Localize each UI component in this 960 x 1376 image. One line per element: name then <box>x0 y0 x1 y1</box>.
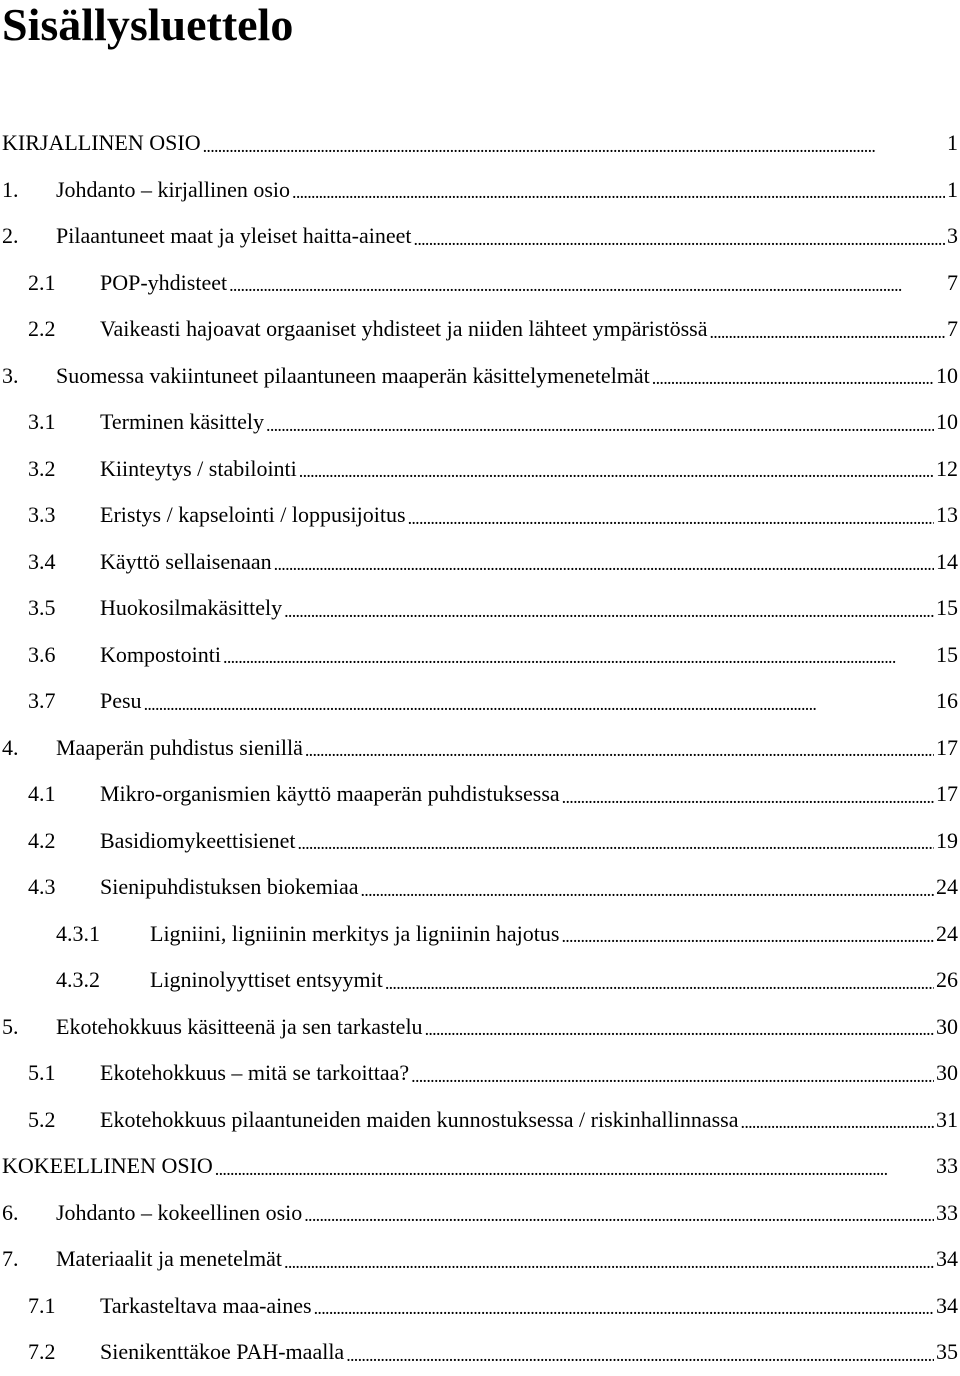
dot-leader <box>305 737 934 763</box>
toc-entry-page: 3 <box>947 223 958 249</box>
toc-entry-label: Suomessa vakiintuneet pilaantuneen maaperän käsittelymenetelmät <box>56 362 650 388</box>
toc-entry-number: 3.6 <box>28 641 56 667</box>
toc-entry-label: Ligniini, ligniinin merkitys ja ligniinin hajotus <box>150 920 560 946</box>
toc-entry-number: 4.1 <box>28 781 56 807</box>
toc-entry-page: 1 <box>947 130 958 156</box>
toc-entry-number: 3.3 <box>28 502 56 528</box>
toc-entry-number: 7. <box>2 1246 19 1272</box>
page-title: Sisällysluettelo <box>2 0 294 50</box>
toc-entry-page: 35 <box>936 1339 958 1365</box>
toc-entry-page: 24 <box>936 874 958 900</box>
toc-entry[interactable] <box>0 1329 960 1376</box>
toc-entry[interactable] <box>0 1097 960 1144</box>
toc-entry-label: Sienipuhdistuksen biokemiaa <box>100 874 359 900</box>
toc-entry-page: 15 <box>936 641 958 667</box>
toc-entry-page: 24 <box>936 920 958 946</box>
toc-entry-number: 4.3.1 <box>56 920 100 946</box>
toc-entry[interactable] <box>0 306 960 353</box>
toc-entry-label: KOKEELLINEN OSIO <box>2 1153 213 1179</box>
toc-entry-number: 3. <box>2 362 19 388</box>
toc-entry-page: 33 <box>936 1199 958 1225</box>
toc-entry-number: 1. <box>2 176 19 202</box>
toc-entry-number: 5.1 <box>28 1060 56 1086</box>
toc-entry-page: 26 <box>936 967 958 993</box>
toc-entry-label: Terminen käsittely <box>100 409 265 435</box>
toc-entry-label: Kompostointi <box>100 641 222 667</box>
toc-entry-number: 2.2 <box>28 316 56 342</box>
toc-entry[interactable] <box>0 1236 960 1283</box>
toc-entry-label: Basidiomykeettisienet <box>100 827 296 853</box>
toc-entry-page: 12 <box>936 455 958 481</box>
dot-leader <box>411 1063 934 1089</box>
table-of-contents <box>0 120 960 1376</box>
toc-entry-label: Vaikeasti hajoavat orgaaniset yhdisteet ja niiden lähteet ympäristössä <box>100 316 708 342</box>
toc-entry[interactable] <box>0 864 960 911</box>
toc-entry-label: Johdanto – kokeellinen osio <box>56 1199 303 1225</box>
toc-entry[interactable] <box>0 1190 960 1237</box>
toc-entry-label: Ligninolyyttiset entsyymit <box>150 967 383 993</box>
dot-leader <box>408 505 934 531</box>
toc-entry-label: Tarkasteltava maa-aines <box>100 1292 312 1318</box>
toc-entry-page: 19 <box>936 827 958 853</box>
dot-leader <box>266 412 934 438</box>
toc-entry-label: Maaperän puhdistus sienillä <box>56 734 303 760</box>
toc-entry-page: 31 <box>936 1106 958 1132</box>
toc-entry-page: 14 <box>936 548 958 574</box>
dot-leader <box>385 970 934 996</box>
dot-leader <box>284 1249 934 1275</box>
toc-entry-page: 13 <box>936 502 958 528</box>
toc-entry-page: 17 <box>936 734 958 760</box>
dot-leader <box>299 458 934 484</box>
toc-entry-label: Ekotehokkuus – mitä se tarkoittaa? <box>100 1060 410 1086</box>
toc-entry-page: 1 <box>947 176 958 202</box>
toc-entry-page: 10 <box>936 409 958 435</box>
dot-leader <box>346 1342 934 1368</box>
toc-entry-label: Pilaantuneet maat ja yleiset haitta-aineet <box>56 223 412 249</box>
toc-entry-number: 7.1 <box>28 1292 56 1318</box>
toc-entry-page: 7 <box>947 316 958 342</box>
dot-leader <box>298 830 934 856</box>
toc-entry-number: 4. <box>2 734 19 760</box>
toc-entry-number: 4.3.2 <box>56 967 100 993</box>
toc-entry[interactable] <box>0 399 960 446</box>
toc-entry[interactable] <box>0 492 960 539</box>
toc-entry-label: POP-yhdisteet <box>100 269 228 295</box>
dot-leader <box>274 551 934 577</box>
toc-entry-label: Sienikenttäkoe PAH-maalla <box>100 1339 345 1365</box>
toc-entry[interactable] <box>0 957 960 1004</box>
toc-entry-number: 2. <box>2 223 19 249</box>
toc-entry-label: Huokosilmakäsittely <box>100 595 283 621</box>
toc-entry[interactable] <box>0 539 960 586</box>
dot-leader <box>562 784 934 810</box>
toc-entry-page: 16 <box>936 688 958 714</box>
toc-entry[interactable] <box>0 771 960 818</box>
dot-leader <box>314 1295 934 1321</box>
dot-leader <box>223 644 934 670</box>
toc-entry-page: 30 <box>936 1013 958 1039</box>
toc-entry[interactable] <box>0 818 960 865</box>
dot-leader <box>561 923 934 949</box>
toc-entry-label: Pesu <box>100 688 142 714</box>
toc-entry-number: 3.2 <box>28 455 56 481</box>
toc-entry-number: 3.1 <box>28 409 56 435</box>
toc-entry-number: 6. <box>2 1199 19 1225</box>
toc-entry[interactable] <box>0 1283 960 1330</box>
toc-entry-number: 4.3 <box>28 874 56 900</box>
toc-entry-label: Ekotehokkuus käsitteenä ja sen tarkastelu <box>56 1013 423 1039</box>
toc-entry-page: 34 <box>936 1292 958 1318</box>
toc-entry-number: 3.4 <box>28 548 56 574</box>
toc-entry[interactable] <box>0 585 960 632</box>
toc-entry-label: Ekotehokkuus pilaantuneiden maiden kunnostuksessa / riskinhallinnassa <box>100 1106 739 1132</box>
toc-entry-page: 30 <box>936 1060 958 1086</box>
dot-leader <box>292 179 945 205</box>
toc-entry-page: 15 <box>936 595 958 621</box>
toc-entry-label: Johdanto – kirjallinen osio <box>56 176 291 202</box>
toc-entry[interactable] <box>0 120 960 167</box>
dot-leader <box>284 598 934 624</box>
toc-entry-page: 17 <box>936 781 958 807</box>
toc-entry-number: 4.2 <box>28 827 56 853</box>
toc-entry[interactable] <box>0 260 960 307</box>
dot-leader <box>304 1202 934 1228</box>
dot-leader <box>709 319 945 345</box>
dot-leader <box>741 1109 934 1135</box>
dot-leader <box>414 226 945 252</box>
toc-entry[interactable] <box>0 632 960 679</box>
dot-leader <box>203 133 945 159</box>
toc-entry[interactable] <box>0 1050 960 1097</box>
toc-entry-label: KIRJALLINEN OSIO <box>2 130 201 156</box>
toc-entry-number: 7.2 <box>28 1339 56 1365</box>
toc-entry[interactable] <box>0 167 960 214</box>
toc-entry[interactable] <box>0 213 960 260</box>
toc-entry-label: Mikro-organismien käyttö maaperän puhdistuksessa <box>100 781 560 807</box>
toc-entry-number: 5. <box>2 1013 19 1039</box>
toc-entry-page: 10 <box>936 362 958 388</box>
toc-entry-label: Kiinteytys / stabilointi <box>100 455 297 481</box>
toc-entry-number: 3.7 <box>28 688 56 714</box>
toc-entry-number: 5.2 <box>28 1106 56 1132</box>
toc-entry[interactable] <box>0 911 960 958</box>
dot-leader <box>360 877 934 903</box>
toc-entry-label: Materiaalit ja menetelmät <box>56 1246 283 1272</box>
toc-entry-page: 33 <box>936 1153 958 1179</box>
toc-entry[interactable] <box>0 678 960 725</box>
toc-entry-label: Käyttö sellaisenaan <box>100 548 272 574</box>
dot-leader <box>215 1156 934 1182</box>
dot-leader <box>229 272 945 298</box>
dot-leader <box>425 1016 934 1042</box>
toc-entry-number: 2.1 <box>28 269 56 295</box>
dot-leader <box>144 691 934 717</box>
toc-entry[interactable] <box>0 1143 960 1190</box>
toc-entry[interactable] <box>0 353 960 400</box>
dot-leader <box>652 365 934 391</box>
toc-entry-number: 3.5 <box>28 595 56 621</box>
toc-entry[interactable] <box>0 1004 960 1051</box>
toc-entry-page: 7 <box>947 269 958 295</box>
toc-entry-page: 34 <box>936 1246 958 1272</box>
toc-entry-label: Eristys / kapselointi / loppusijoitus <box>100 502 406 528</box>
toc-entry[interactable] <box>0 725 960 772</box>
toc-entry[interactable] <box>0 446 960 493</box>
